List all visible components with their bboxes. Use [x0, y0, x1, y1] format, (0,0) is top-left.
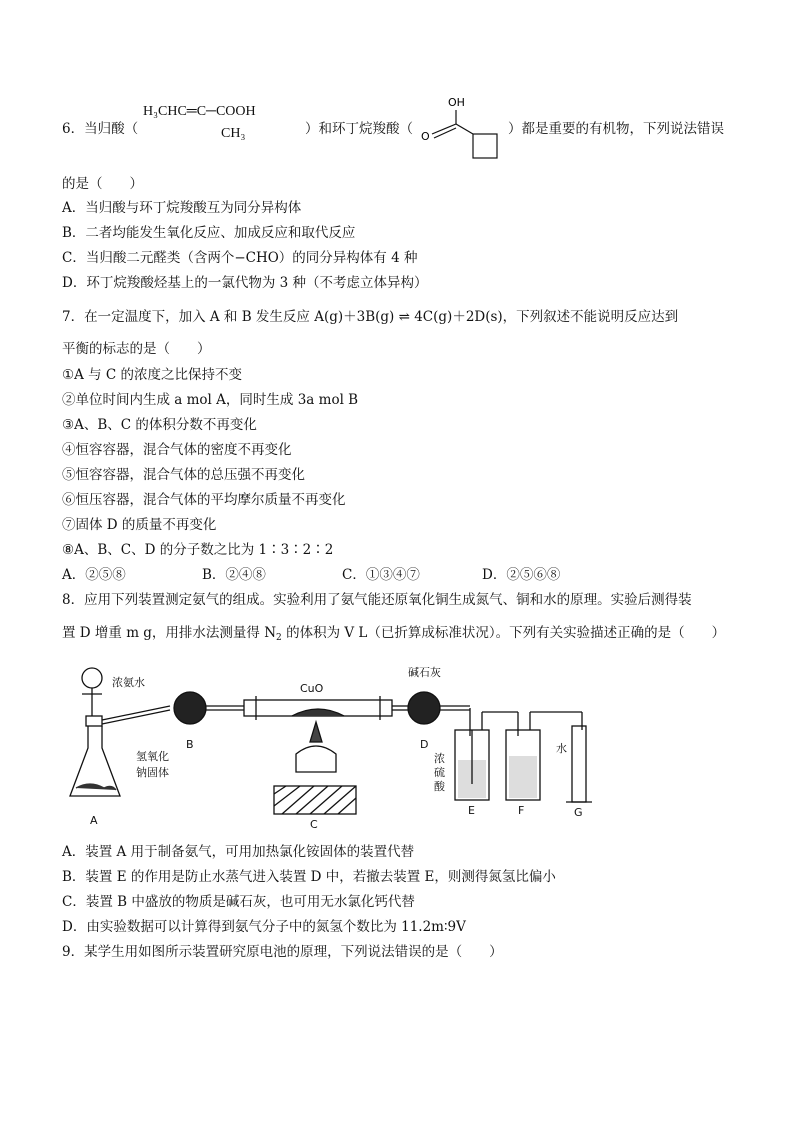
q7-item-5: ⑤恒容容器，混合气体的总压强不再变化 [62, 467, 305, 483]
q7-option-a: A．②⑤⑧ [62, 567, 126, 583]
q8-stem: 8．应用下列装置测定氨气的组成。实验利用了氨气能还原氧化铜生成氮气、铜和水的原理。实验后测得装 [62, 592, 692, 608]
angelic-acid-structure [143, 104, 256, 142]
q8-option-a: A．装置 A 用于制备氨气，可用加热氯化铵固体的装置代替 [62, 844, 415, 860]
label-b: B [186, 738, 194, 751]
q7-item-4: ④恒容容器，混合气体的密度不再变化 [62, 442, 292, 458]
label-a: A [90, 814, 98, 827]
label-f: F [518, 804, 525, 817]
label-c: C [310, 818, 318, 831]
alcohol-lamp-c [274, 722, 356, 814]
label-g: G [574, 806, 583, 819]
q6-stem-cont: 的是（ ） [62, 176, 143, 192]
label-water: 水 [556, 742, 567, 755]
label-cuo: CuO [300, 682, 324, 695]
label-acid-2: 硫 [434, 766, 445, 779]
q8-option-c: C．装置 B 中盛放的物质是碱石灰，也可用无水氯化钙代替 [62, 894, 415, 910]
q8-stem-cont-a: 置 D 增重 m g，用排水法测量得 N [62, 625, 277, 641]
label-ammonia: 浓氨水 [112, 676, 145, 689]
label-acid-3: 酸 [434, 780, 445, 793]
cyclobutanecarboxylic-acid-structure [418, 92, 508, 162]
q7-options [62, 566, 622, 584]
q6-stem-line [62, 120, 138, 138]
q6-option-b: B．二者均能发生氧化反应、加成反应和取代反应 [62, 225, 356, 241]
q8-option-b: B．装置 E 的作用是防止水蒸气进入装置 D 中，若撤去装置 E，则测得氮氢比偏小 [62, 869, 556, 885]
q7-option-b: B．②④⑧ [202, 567, 266, 583]
drying-tube-d [392, 692, 470, 724]
label-acid-1: 浓 [434, 752, 445, 765]
struct-o-label: O [421, 130, 430, 143]
q8-stem-cont-b: 的体积为 V L（已折算成标准状况）。下列有关实验描述正确的是（ ） [281, 625, 726, 641]
label-naoh-2: 钠固体 [136, 766, 169, 779]
q8-n2-subscript: 2 [276, 633, 282, 643]
q7-item-6: ⑥恒压容器，混合气体的平均摩尔质量不再变化 [62, 492, 346, 508]
struct-oh-label: OH [448, 96, 465, 109]
angelic-acid-methyl: CH₃ [221, 126, 246, 141]
q9-stem: 9．某学生用如图所示装置研究原电池的原理，下列说法错误的是（ ） [62, 944, 503, 960]
cuo-tube [244, 696, 392, 720]
label-e: E [468, 804, 475, 817]
label-naoh-1: 氢氧化 [136, 750, 169, 763]
bottle-f [506, 712, 582, 800]
q6-stem-pre: 6．当归酸（ [62, 121, 139, 137]
q8-option-d: D．由实验数据可以计算得到氨气分子中的氮氢个数比为 11.2m∶9V [62, 919, 466, 935]
ammonia-apparatus-diagram [60, 656, 600, 836]
bottle-e [455, 708, 518, 800]
q6-stem-mid: ）和环丁烷羧酸（ [305, 121, 413, 137]
q7-stem-cont: 平衡的标志的是（ ） [62, 341, 211, 357]
drying-tube-b [174, 692, 244, 724]
q6-option-a: A．当归酸与环丁烷羧酸互为同分异构体 [62, 200, 302, 216]
q7-item-2: ②单位时间内生成 a mol A，同时生成 3a mol B [62, 392, 359, 408]
q7-item-7: ⑦固体 D 的质量不再变化 [62, 517, 217, 533]
q7-item-3: ③A、B、C 的体积分数不再变化 [62, 417, 257, 433]
label-soda-lime: 碱石灰 [408, 666, 441, 679]
label-d: D [420, 738, 429, 751]
q8-stem-cont [62, 624, 725, 647]
q7-stem: 7．在一定温度下，加入 A 和 B 发生反应 A(g)＋3B(g) ⇌ 4C(g)＋2D(s)，下列叙述不能说明反应达到 [62, 309, 679, 325]
q6-option-d: D．环丁烷羧酸烃基上的一氯代物为 3 种（不考虑立体异构） [62, 275, 428, 291]
q7-item-8: ⑧A、B、C、D 的分子数之比为 1∶3∶2∶2 [62, 542, 334, 558]
q7-item-1: ①A 与 C 的浓度之比保持不变 [62, 367, 243, 383]
q6-option-c: C．当归酸二元醛类（含两个−CHO）的同分异构体有 4 种 [62, 250, 418, 266]
q7-option-d: D．②⑤⑥⑧ [482, 567, 561, 583]
q6-stem-post: ）都是重要的有机物，下列说法错误 [508, 121, 724, 137]
cylinder-g [566, 712, 592, 802]
q7-option-c: C．①③④⑦ [342, 567, 420, 583]
angelic-acid-top: H₃CHC═C─COOH [143, 104, 256, 119]
